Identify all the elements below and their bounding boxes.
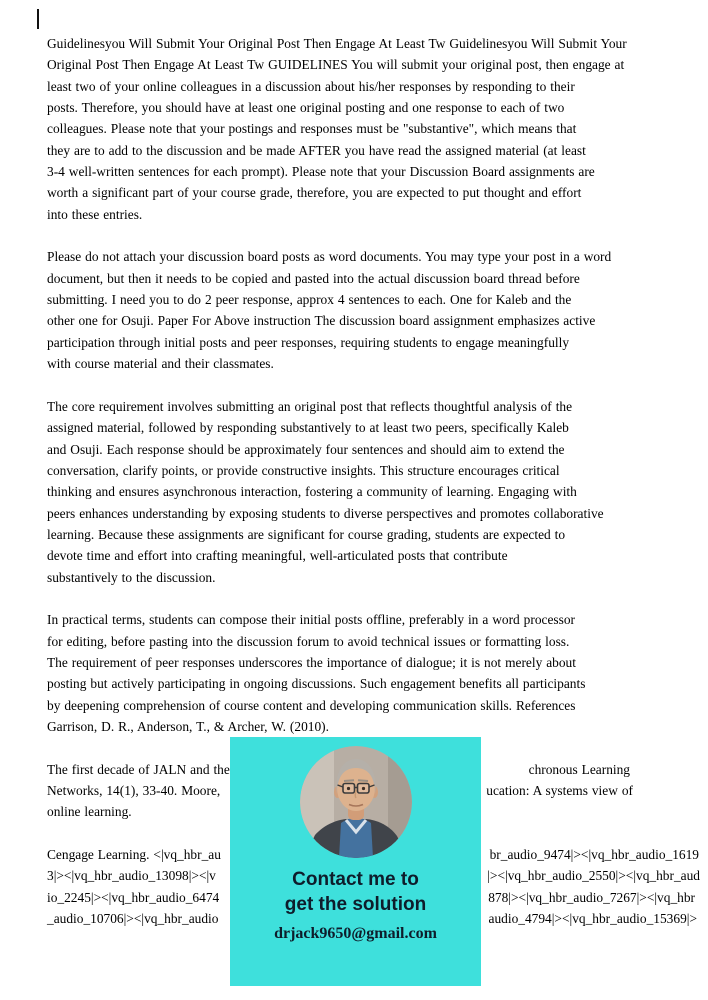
text-line: Original Post Then Engage At Least Tw GUIDELINES You will submit your original post, then engage at [47,57,625,73]
contact-heading [285,867,426,917]
text-line: document, but then it needs to be copied and pasted into the actual discussion board thread before [47,270,580,286]
text-line: conversation, clarify points, or provide constructive insights. This structure encourages critical [47,462,560,478]
paragraph [47,609,661,737]
paragraph [47,33,661,225]
text-fragment-right: ucation: A systems view of [486,783,633,799]
text-line: peers enhances understanding by exposing students to diverse perspectives and promotes collaborative [47,505,604,521]
text-line: Guidelinesyou Will Submit Your Original Post Then Engage At Least Tw Guidelinesyou Will Submit Your [47,36,627,51]
text-line: online learning. [47,804,132,820]
text-line: Please do not attach your discussion board posts as word documents. You may type your post in a word [47,249,612,265]
text-fragment-right: |><|vq_hbr_audio_2550|><|vq_hbr_aud [487,868,700,884]
text-line: they are to add to the discussion and be made AFTER you have read the assigned material (at least [47,142,586,158]
text-line: by deepening comprehension of course content and developing communication skills. References [47,697,576,713]
text-line: with course material and their classmates. [47,356,274,372]
text-line: posting but actively participating in ongoing discussions. Such engagement benefits all participants [47,676,586,692]
contact-heading-line2: get the solution [284,894,427,915]
text-cursor[interactable] [37,9,39,29]
text-line: thinking and ensures asynchronous interaction, fostering a community of learning. Engaging with [47,484,577,500]
text-line: assigned material, followed by responding substantively to at least two peers, specifically Kaleb [47,420,569,436]
text-line: other one for Osuji. Paper For Above instruction The discussion board assignment emphasizes active [47,313,596,329]
text-fragment-right: chronous Learning [528,761,630,777]
tutor-photo [300,746,412,858]
contact-email[interactable]: drjack9650@gmail.com [274,925,437,942]
text-fragment-left: 3|><|vq_hbr_audio_13098|><|v [47,868,216,884]
text-line: for editing, before pasting into the discussion forum to avoid technical issues or formatting loss. [47,633,570,649]
paragraph [47,396,661,588]
text-line: Garrison, D. R., Anderson, T., & Archer, W. (2010). [47,719,329,734]
text-line: learning. Because these assignments are significant for course grading, students are expected to [47,526,566,542]
text-line: worth a significant part of your course grade, therefore, you are expected to put thought and effort [47,185,582,201]
text-line: The requirement of peer responses underscores the importance of dialogue; it is not merely about [47,654,576,670]
text-line: least two of your online colleagues in a discussion about his/her responses by responding to their [47,78,575,94]
text-fragment-left: Cengage Learning. <|vq_hbr_au [47,847,221,863]
text-line: 3-4 well-written sentences for each prompt). Please note that your Discussion Board assignments are [47,164,595,180]
contact-heading-line1: Contact me to [292,869,419,890]
paragraph [47,246,661,374]
text-line: and Osuji. Each response should be approximately four sentences and should aim to extend the [47,441,565,457]
text-line: submitting. I need you to do 2 peer response, approx 4 sentences to each. One for Kaleb and the [47,292,572,308]
text-fragment-left: Networks, 14(1), 33-40. Moore, [47,783,221,799]
text-fragment-right: 878|><|vq_hbr_audio_7267|><|vq_hbr [488,889,695,905]
text-line: participation through initial posts and peer responses, requiring students to engage meaningfully [47,334,570,350]
text-line: substantively to the discussion. [47,569,216,585]
text-line: The core requirement involves submitting an original post that reflects thoughtful analysis of the [47,398,573,414]
text-line: posts. Therefore, you should have at least one original posting and one response to each of two [47,100,565,116]
text-line: devote time and effort into crafting meaningful, well-articulated posts that contribute [47,548,508,564]
text-fragment-left: io_2245|><|vq_hbr_audio_6474 [47,889,220,905]
text-fragment-right: audio_4794|><|vq_hbr_audio_15369|> [488,911,697,927]
text-fragment-left: _audio_10706|><|vq_hbr_audio [47,911,219,927]
text-line: In practical terms, students can compose their initial posts offline, preferably in a word processor [47,612,575,628]
text-fragment-right: br_audio_9474|><|vq_hbr_audio_1619 [489,847,699,863]
solution-card [230,737,481,986]
text-line: into these entries. [47,206,143,222]
text-line: colleagues. Please note that your postings and responses must be "substantive", which means that [47,121,577,137]
text-fragment-left: The first decade of JALN and the [47,761,230,777]
